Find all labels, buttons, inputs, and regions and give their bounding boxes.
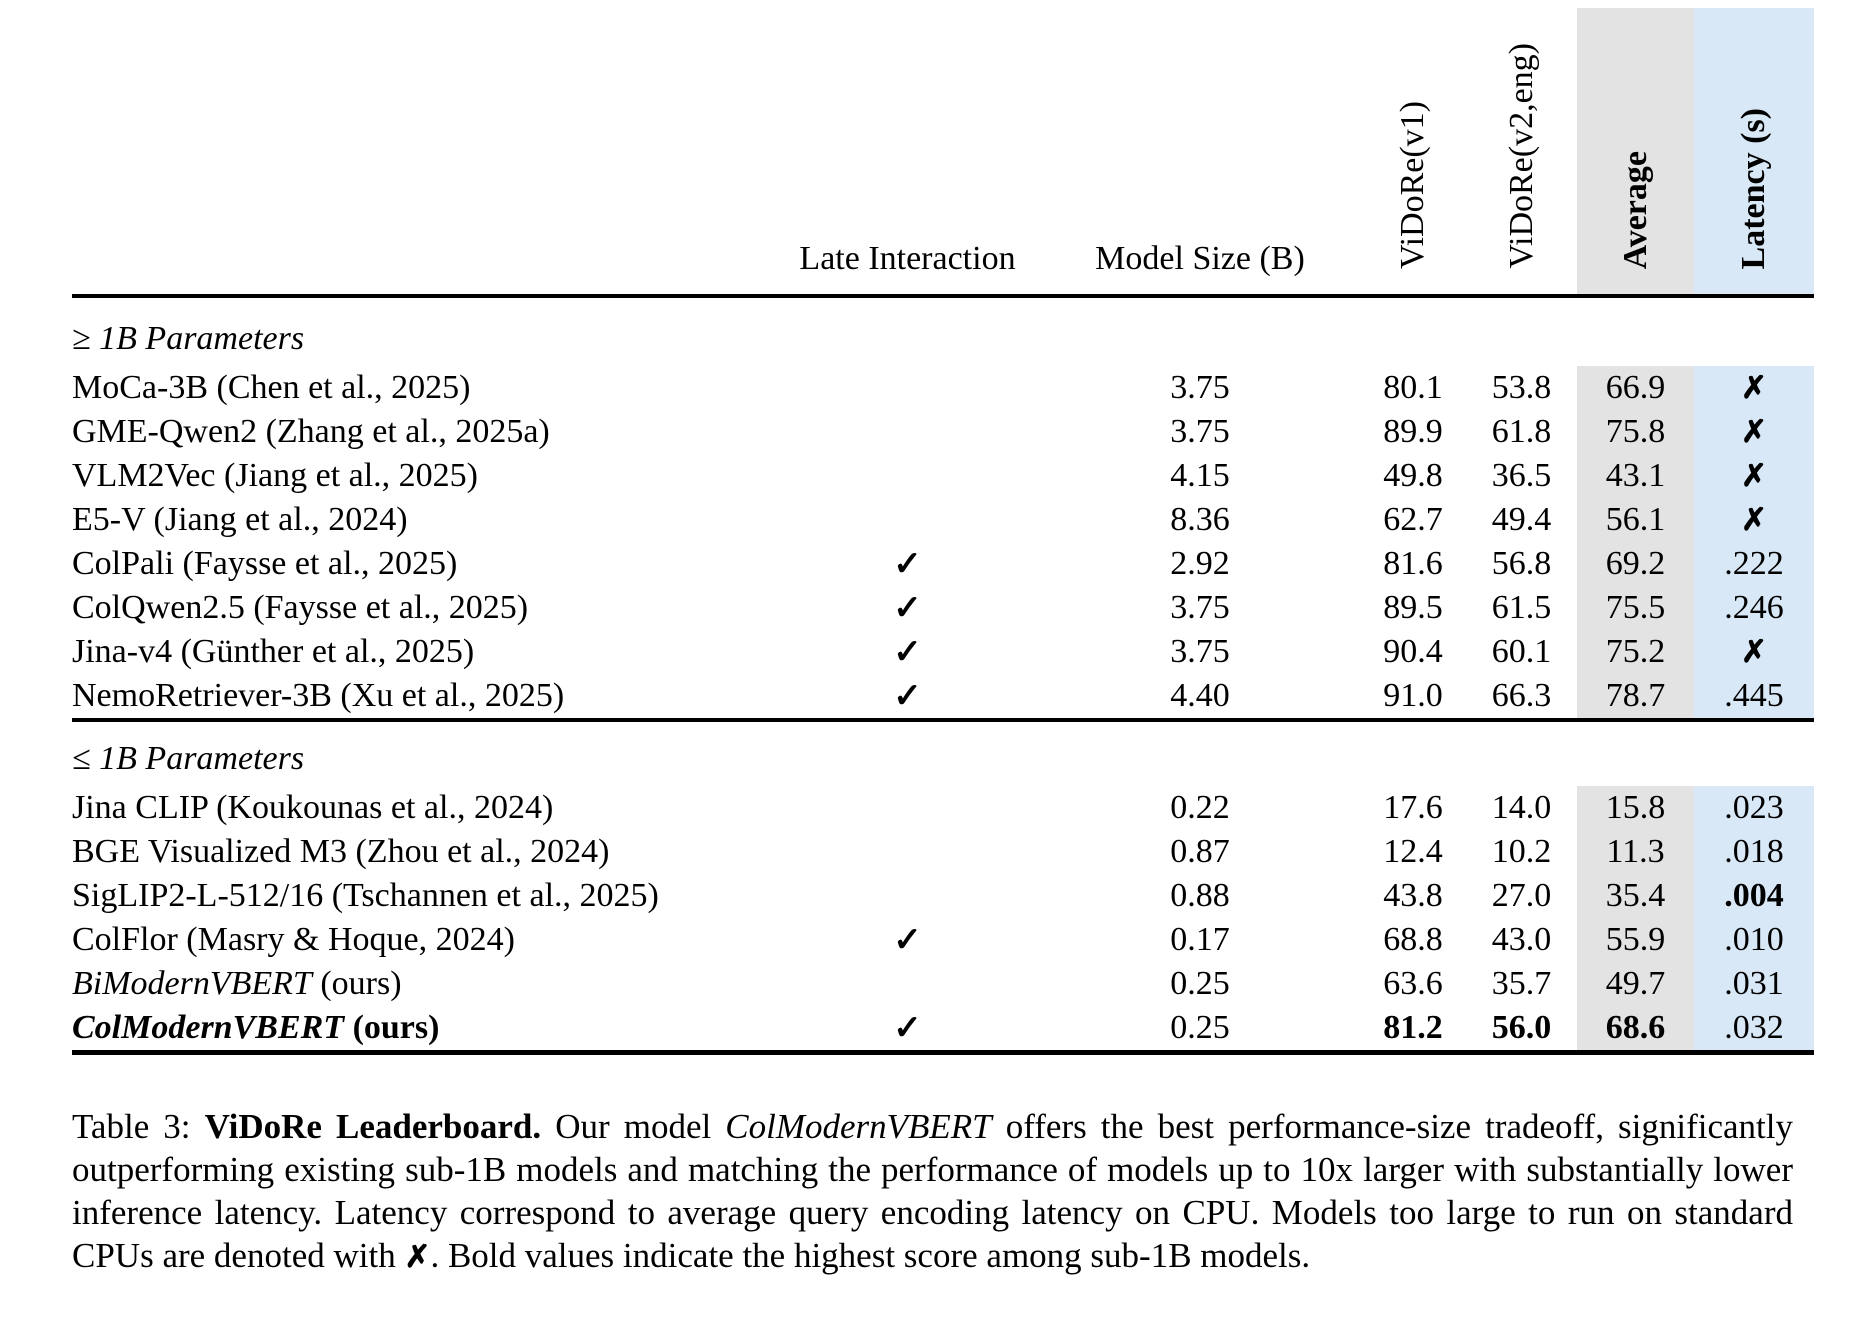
- table-row: [72, 830, 1814, 874]
- average-cell: 55.9: [1577, 918, 1694, 962]
- table-row-colmodernvbert: [72, 1006, 1814, 1053]
- vidore-v2-cell: 61.8: [1491, 413, 1552, 450]
- model-cell: [72, 586, 775, 630]
- model-size-cell: 3.75: [1170, 413, 1230, 450]
- col-header-latency: [1694, 8, 1814, 296]
- model-cell: [72, 454, 775, 498]
- model-name: Jina-v4 (Günther et al., 2025): [72, 633, 475, 670]
- latency-cell: .004: [1694, 874, 1814, 918]
- vidore-v2-cell: 61.5: [1491, 589, 1552, 626]
- average-cell: 11.3: [1577, 830, 1694, 874]
- caption-body: offers the best performance-size tradeoff, significantly outperforming existing sub-1B models and matching the performance of models up to 10x larger with substantially lower inference latency. Latency correspond to average query encoding latency on CPU. Models too large to run on standard CPUs are denoted with: [72, 1107, 1794, 1275]
- latency-rotated-label: Latency (s): [1735, 107, 1773, 269]
- late-interaction-cell: [775, 786, 1040, 830]
- average-cell: 75.8: [1577, 410, 1694, 454]
- vidore-v1-cell: 91.0: [1383, 677, 1443, 714]
- section-label: ≤ 1B Parameters: [72, 720, 1814, 786]
- model-name: ColPali (Faysse et al., 2025): [72, 545, 458, 582]
- vidore-v2-cell: 66.3: [1491, 677, 1552, 714]
- model-name: BiModernVBERT: [72, 965, 312, 1002]
- header-blank-cell: [72, 8, 775, 296]
- vidore-v2-cell: 56.8: [1491, 545, 1552, 582]
- vidore-v1-cell: 80.1: [1383, 369, 1443, 406]
- header-row: [72, 8, 1814, 296]
- section-row-le-1b: [72, 720, 1814, 786]
- vidore-v2-cell: 60.1: [1491, 633, 1552, 670]
- average-cell: 66.9: [1577, 366, 1694, 410]
- vidore-v1-cell: 12.4: [1383, 833, 1443, 870]
- col-header-vidore-v1: [1360, 8, 1466, 296]
- col-header-model-size: Model Size (B): [1040, 8, 1360, 296]
- model-size-cell: 4.40: [1170, 677, 1230, 714]
- model-name: ColQwen2.5 (Faysse et al., 2025): [72, 589, 529, 626]
- latency-cell: ✗: [1694, 498, 1814, 542]
- vidore-v1-cell: 81.2: [1360, 1006, 1466, 1053]
- model-cell: [72, 874, 775, 918]
- caption-prefix: Table 3:: [72, 1107, 205, 1146]
- caption-body: Our model: [541, 1107, 726, 1146]
- model-cell: [72, 498, 775, 542]
- section-row-ge-1b: [72, 296, 1814, 366]
- average-cell: 78.7: [1577, 674, 1694, 720]
- table-row: [72, 498, 1814, 542]
- model-name: VLM2Vec (Jiang et al., 2025): [72, 457, 479, 494]
- vidore-v1-cell: 89.5: [1383, 589, 1443, 626]
- late-interaction-cell: [775, 874, 1040, 918]
- vidore-v1-cell: 68.8: [1383, 921, 1443, 958]
- table-row: [72, 786, 1814, 830]
- table-row: [72, 542, 1814, 586]
- model-cell: [72, 918, 775, 962]
- section-label: ≥ 1B Parameters: [72, 320, 305, 357]
- model-size-cell: 4.15: [1170, 457, 1230, 494]
- model-name: SigLIP2-L-512/16 (Tschannen et al., 2025): [72, 877, 659, 914]
- model-name-suffix: (ours): [311, 965, 402, 1002]
- latency-cell: .010: [1694, 918, 1814, 962]
- average-rotated-label: Average: [1616, 150, 1654, 269]
- vidore-v2-cell: 43.0: [1491, 921, 1552, 958]
- model-size-cell: 0.25: [1170, 965, 1230, 1002]
- average-cell: 15.8: [1577, 786, 1694, 830]
- vidore-v1-rotated-label: ViDoRe(v1): [1394, 101, 1432, 269]
- model-cell: [72, 830, 775, 874]
- latency-cell: .031: [1694, 962, 1814, 1006]
- late-interaction-cell: ✓: [893, 546, 922, 583]
- average-cell: 56.1: [1577, 498, 1694, 542]
- vidore-v1-cell: 89.9: [1383, 413, 1443, 450]
- table-row: [72, 874, 1814, 918]
- model-cell: [72, 410, 775, 454]
- caption-title: ViDoRe Leaderboard.: [204, 1107, 542, 1146]
- late-interaction-cell: [775, 410, 1040, 454]
- latency-cell: .246: [1694, 586, 1814, 630]
- model-size-cell: 3.75: [1170, 369, 1230, 406]
- col-header-late-interaction: Late Interaction: [775, 8, 1040, 296]
- table-row-bimodernvbert: [72, 962, 1814, 1006]
- average-cell: 75.5: [1577, 586, 1694, 630]
- model-size-cell: 3.75: [1170, 633, 1230, 670]
- average-cell: 75.2: [1577, 630, 1694, 674]
- vidore-v2-cell: 53.8: [1491, 369, 1552, 406]
- model-name: GME-Qwen2 (Zhang et al., 2025a): [72, 413, 550, 450]
- latency-cell: .445: [1694, 674, 1814, 720]
- vidore-v2-cell: 27.0: [1491, 877, 1552, 914]
- latency-cell: .032: [1694, 1006, 1814, 1053]
- latency-cell: ✗: [1694, 410, 1814, 454]
- average-cell: 68.6: [1577, 1006, 1694, 1053]
- vidore-v1-cell: 43.8: [1383, 877, 1443, 914]
- cross-mark-glyph: ✗: [404, 1239, 431, 1274]
- late-interaction-cell: [775, 498, 1040, 542]
- late-interaction-cell: [775, 454, 1040, 498]
- late-interaction-cell: ✓: [893, 634, 922, 671]
- average-cell: 43.1: [1577, 454, 1694, 498]
- model-size-cell: 2.92: [1170, 545, 1230, 582]
- average-cell: 49.7: [1577, 962, 1694, 1006]
- model-size-cell: 0.88: [1170, 877, 1230, 914]
- model-size-cell: 0.22: [1170, 789, 1230, 826]
- model-name: ColModernVBERT: [72, 1009, 345, 1046]
- late-interaction-cell: ✓: [893, 590, 922, 627]
- vidore-v1-cell: 49.8: [1383, 457, 1443, 494]
- model-cell: [72, 542, 775, 586]
- model-size-cell: 8.36: [1170, 501, 1230, 538]
- model-size-cell: 0.17: [1170, 921, 1230, 958]
- table-row: [72, 630, 1814, 674]
- vidore-v1-cell: 90.4: [1383, 633, 1443, 670]
- model-size-cell: 0.87: [1170, 833, 1230, 870]
- vidore-v2-cell: 56.0: [1466, 1006, 1577, 1053]
- vidore-v2-cell: 35.7: [1491, 965, 1552, 1002]
- model-cell: [72, 366, 775, 410]
- vidore-v2-cell: 36.5: [1491, 457, 1552, 494]
- vidore-v1-cell: 81.6: [1383, 545, 1443, 582]
- model-cell: [72, 786, 775, 830]
- table-row: [72, 586, 1814, 630]
- table-row: [72, 366, 1814, 410]
- model-name-suffix: (ours): [344, 1009, 440, 1046]
- vidore-v1-cell: 17.6: [1383, 789, 1443, 826]
- caption-model-name: ColModernVBERT: [725, 1107, 992, 1146]
- vidore-v1-cell: 62.7: [1383, 501, 1443, 538]
- model-name: NemoRetriever-3B (Xu et al., 2025): [72, 677, 565, 714]
- leaderboard-table: [72, 8, 1814, 1055]
- late-interaction-cell: ✓: [893, 922, 922, 959]
- latency-cell: .023: [1694, 786, 1814, 830]
- col-header-average: [1577, 8, 1694, 296]
- model-cell: [72, 1006, 775, 1053]
- latency-cell: .222: [1694, 542, 1814, 586]
- vidore-v1-cell: 63.6: [1383, 965, 1443, 1002]
- model-name: BGE Visualized M3 (Zhou et al., 2024): [72, 833, 610, 870]
- model-size-cell: 3.75: [1170, 589, 1230, 626]
- table-row: [72, 918, 1814, 962]
- table-row: [72, 410, 1814, 454]
- latency-cell: ✗: [1694, 454, 1814, 498]
- latency-cell: ✗: [1694, 366, 1814, 410]
- model-cell: [72, 674, 775, 720]
- late-interaction-cell: [775, 962, 1040, 1006]
- vidore-v2-cell: 10.2: [1491, 833, 1552, 870]
- vidore-v2-cell: 49.4: [1491, 501, 1552, 538]
- col-header-vidore-v2: [1466, 8, 1577, 296]
- model-name: E5-V (Jiang et al., 2024): [72, 501, 408, 538]
- average-cell: 69.2: [1577, 542, 1694, 586]
- model-name: MoCa-3B (Chen et al., 2025): [72, 369, 471, 406]
- late-interaction-cell: [775, 366, 1040, 410]
- model-name: Jina CLIP (Koukounas et al., 2024): [72, 789, 554, 826]
- model-size-cell: 0.25: [1040, 1006, 1360, 1053]
- vidore-v2-rotated-label: ViDoRe(v2,eng): [1502, 43, 1540, 269]
- latency-cell: .018: [1694, 830, 1814, 874]
- model-name: ColFlor (Masry & Hoque, 2024): [72, 921, 515, 958]
- late-interaction-cell: [775, 830, 1040, 874]
- caption-body: . Bold values indicate the highest score among sub-1B models.: [430, 1236, 1311, 1275]
- model-cell: [72, 962, 775, 1006]
- table-caption: [72, 1105, 1793, 1278]
- late-interaction-cell: ✓: [775, 1006, 1040, 1053]
- model-cell: [72, 630, 775, 674]
- late-interaction-cell: ✓: [893, 678, 922, 715]
- vidore-v2-cell: 14.0: [1491, 789, 1552, 826]
- latency-cell: ✗: [1694, 630, 1814, 674]
- table-row: [72, 674, 1814, 720]
- table-row: [72, 454, 1814, 498]
- average-cell: 35.4: [1577, 874, 1694, 918]
